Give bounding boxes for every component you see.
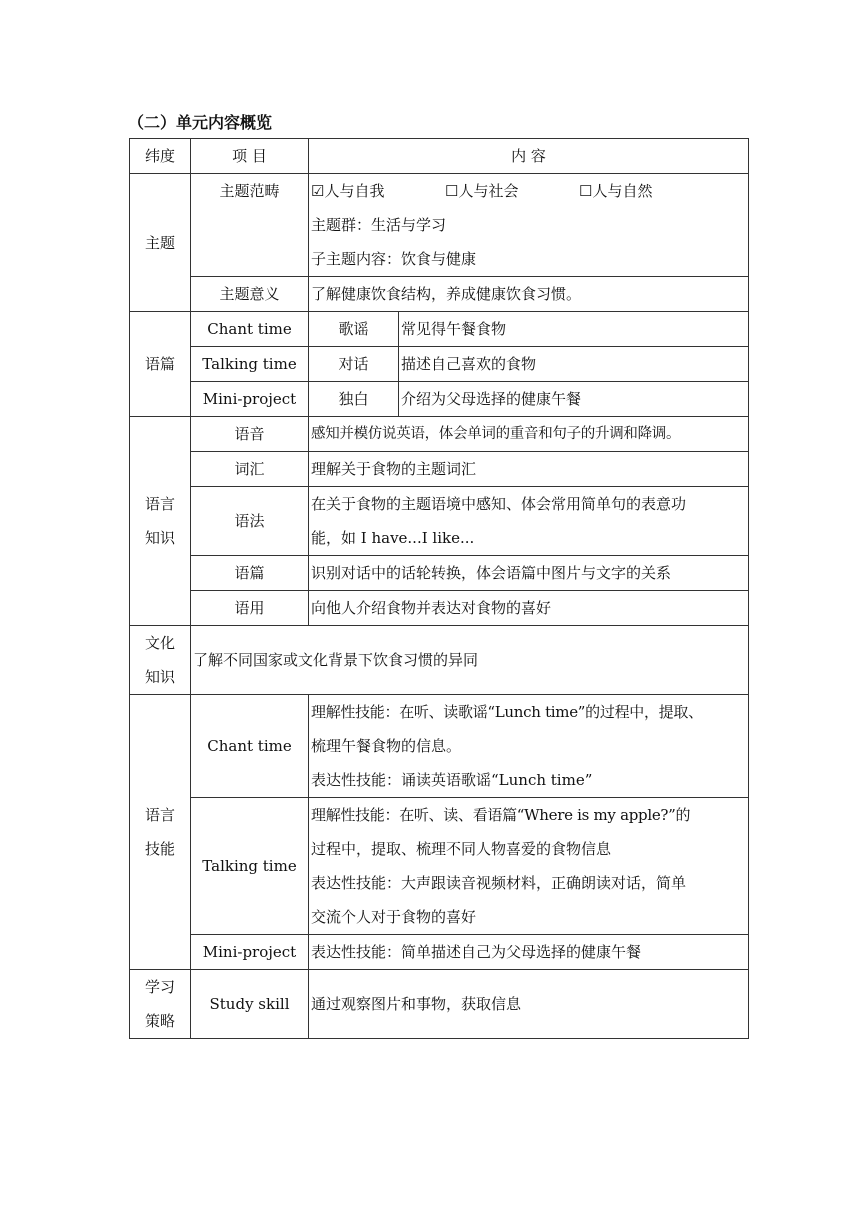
skills-text <box>309 695 749 798</box>
option-self: ☑人与自我 <box>311 182 385 200</box>
skills-dimension-line1: 语言 <box>144 806 175 824</box>
skills-row <box>130 935 749 970</box>
knowledge-item: 词汇 <box>191 452 309 487</box>
strategy-row <box>130 970 749 1039</box>
skills-row <box>130 798 749 935</box>
theme-category-label: 主题范畴 <box>191 174 309 277</box>
knowledge-row <box>130 487 749 556</box>
header-dimension: 纬度 <box>130 139 191 174</box>
section-heading: （二）单元内容概览 <box>128 113 273 132</box>
header-item: 项 目 <box>191 139 309 174</box>
knowledge-row <box>130 556 749 591</box>
skills-text-line: 表达性技能：大声跟读音视频材料，正确朗读对话，简单 <box>311 874 687 892</box>
culture-row <box>130 626 749 695</box>
strategy-item: Study skill <box>191 970 309 1039</box>
knowledge-text: 理解关于食物的主题词汇 <box>309 452 749 487</box>
skills-text-line: 理解性技能：在听、读歌谣“Lunch time”的过程中，提取、 <box>311 703 703 721</box>
theme-meaning-text: 了解健康饮食结构，养成健康饮食习惯。 <box>309 277 749 312</box>
knowledge-dimension <box>130 417 191 626</box>
skills-row <box>130 695 749 798</box>
knowledge-text <box>309 487 749 556</box>
discourse-row <box>130 312 749 347</box>
knowledge-dimension-line1: 语言 <box>144 495 175 513</box>
discourse-text: 介绍为父母选择的健康午餐 <box>399 382 749 417</box>
culture-dimension-line2: 知识 <box>144 668 175 686</box>
discourse-row <box>130 347 749 382</box>
skills-item: Chant time <box>191 695 309 798</box>
knowledge-text: 识别对话中的话轮转换，体会语篇中图片与文字的关系 <box>309 556 749 591</box>
discourse-row <box>130 382 749 417</box>
strategy-dimension <box>130 970 191 1039</box>
theme-sub: 子主题内容：饮食与健康 <box>311 250 477 268</box>
skills-text-line: 梳理午餐食物的信息。 <box>311 737 462 755</box>
discourse-text: 常见得午餐食物 <box>399 312 749 347</box>
theme-category-options <box>311 174 746 208</box>
theme-category-content <box>309 174 749 277</box>
discourse-item: Talking time <box>191 347 309 382</box>
option-society: ☐人与社会 <box>445 182 519 200</box>
option-nature: ☐人与自然 <box>579 182 653 200</box>
knowledge-row <box>130 452 749 487</box>
strategy-text: 通过观察图片和事物，获取信息 <box>309 970 749 1039</box>
knowledge-item: 语用 <box>191 591 309 626</box>
theme-meaning-row <box>130 277 749 312</box>
knowledge-text: 感知并模仿说英语，体会单词的重音和句子的升调和降调。 <box>309 417 749 452</box>
skills-dimension-line2: 技能 <box>144 840 175 858</box>
culture-dimension <box>130 626 191 695</box>
strategy-dimension-line1: 学习 <box>144 978 175 996</box>
theme-group: 主题群：生活与学习 <box>311 216 447 234</box>
discourse-item: Chant time <box>191 312 309 347</box>
unit-overview-table <box>129 138 749 1039</box>
knowledge-text: 向他人介绍食物并表达对食物的喜好 <box>309 591 749 626</box>
skills-text-line: 理解性技能：在听、读、看语篇“Where is my apple?”的 <box>311 806 691 824</box>
theme-category-row <box>130 174 749 277</box>
knowledge-row <box>130 591 749 626</box>
discourse-item: Mini-project <box>191 382 309 417</box>
knowledge-item: 语法 <box>191 487 309 556</box>
discourse-text: 描述自己喜欢的食物 <box>399 347 749 382</box>
theme-meaning-label: 主题意义 <box>191 277 309 312</box>
discourse-type: 歌谣 <box>309 312 399 347</box>
skills-item: Talking time <box>191 798 309 935</box>
skills-item: Mini-project <box>191 935 309 970</box>
strategy-dimension-line2: 策略 <box>144 1012 175 1030</box>
knowledge-dimension-line2: 知识 <box>144 529 175 547</box>
knowledge-text-line: 能，如 I have...I like... <box>311 529 475 547</box>
skills-text-line: 过程中，提取、梳理不同人物喜爱的食物信息 <box>311 840 612 858</box>
knowledge-item: 语篇 <box>191 556 309 591</box>
knowledge-item: 语音 <box>191 417 309 452</box>
culture-dimension-line1: 文化 <box>144 634 175 652</box>
theme-dimension: 主题 <box>130 174 191 312</box>
header-row <box>130 139 749 174</box>
skills-text-line: 表达性技能：诵读英语歌谣“Lunch time” <box>311 771 593 789</box>
skills-text <box>309 798 749 935</box>
knowledge-row <box>130 417 749 452</box>
discourse-type: 对话 <box>309 347 399 382</box>
header-content: 内 容 <box>309 139 749 174</box>
skills-dimension <box>130 695 191 970</box>
skills-text: 表达性技能：简单描述自己为父母选择的健康午餐 <box>309 935 749 970</box>
knowledge-text-line: 在关于食物的主题语境中感知、体会常用简单句的表意功 <box>311 495 687 513</box>
discourse-type: 独白 <box>309 382 399 417</box>
culture-text: 了解不同国家或文化背景下饮食习惯的异同 <box>191 626 749 695</box>
skills-text-line: 交流个人对于食物的喜好 <box>311 908 477 926</box>
discourse-dimension: 语篇 <box>130 312 191 417</box>
